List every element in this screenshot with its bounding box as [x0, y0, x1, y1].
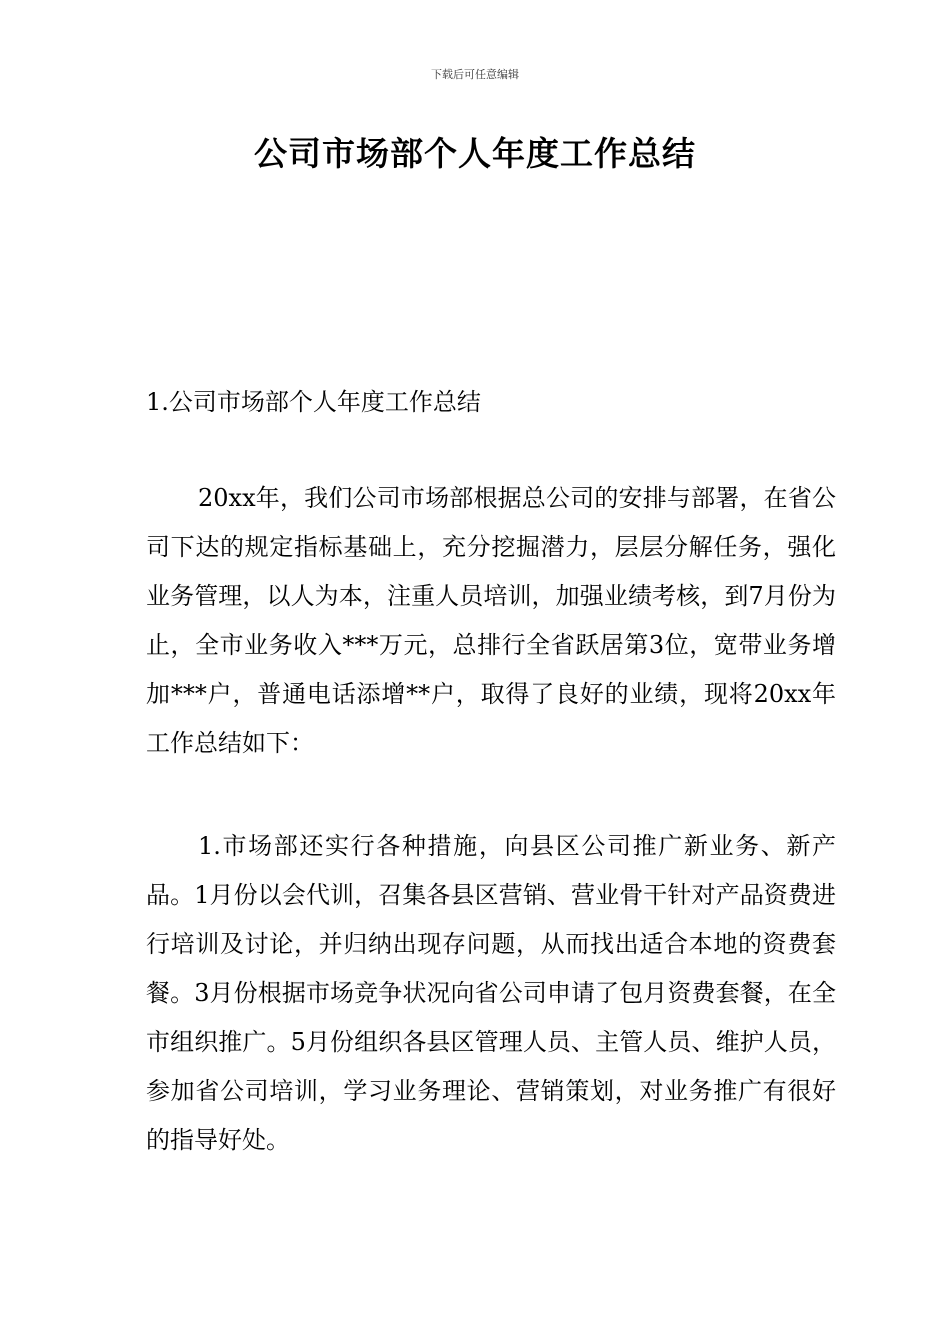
section-heading: 1.公司市场部个人年度工作总结	[146, 388, 481, 416]
paragraph-summary-intro: 20xx年，我们公司市场部根据总公司的安排与部署，在省公司下达的规定指标基础上，充分挖掘潜力，层层分解任务，强化业务管理，以人为本，注重人员培训，加强业绩考核，到7月份为止，全市业务收入***万元，总排行全省跃居第3位，宽带业务增加***户，普通电话添增**户，取得了良好的业绩，现将20xx年工作总结如下：	[146, 484, 836, 757]
paragraph-item-1: 1.市场部还实行各种措施，向县区公司推广新业务、新产品。1月份以会代训，召集各县区营销、营业骨干针对产品资费进行培训及讨论，并归纳出现存问题，从而找出适合本地的资费套餐。3月份根据市场竞争状况向省公司申请了包月资费套餐，在全市组织推广。5月份组织各县区管理人员、主管人员、维护人员，参加省公司培训，学习业务理论、营销策划，对业务推广有很好的指导好处。	[146, 832, 836, 1154]
header-note: 下载后可任意编辑	[431, 68, 519, 81]
document-title: 公司市场部个人年度工作总结	[254, 134, 696, 173]
